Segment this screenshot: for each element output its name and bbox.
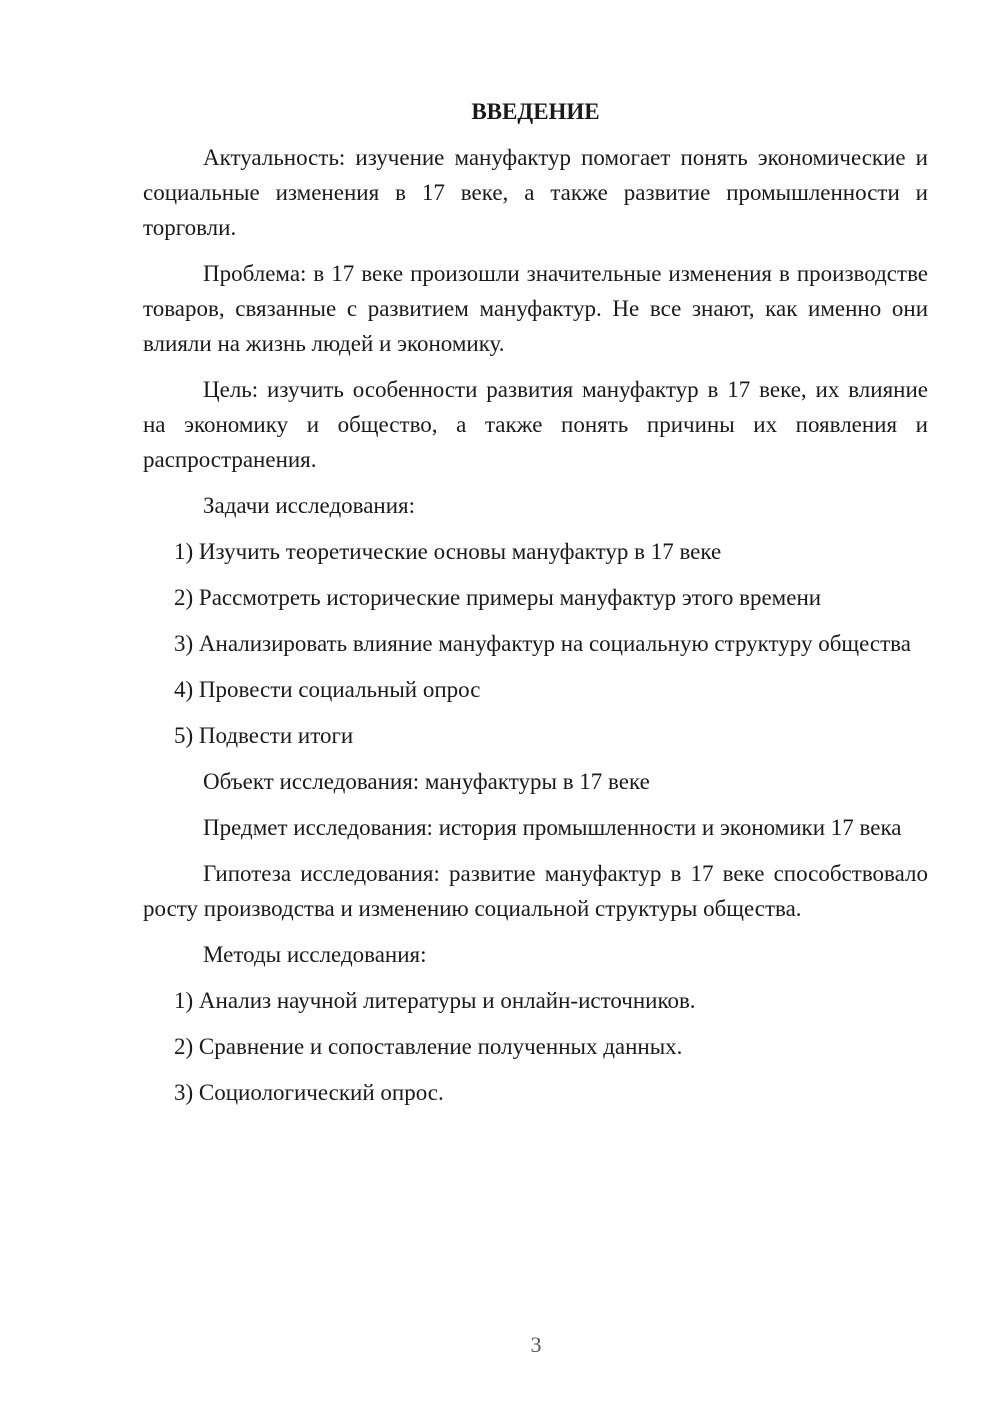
problem-paragraph: Проблема: в 17 веке произошли значительные изменения в производстве товаров, связанные с развитием мануфактур. Не все знают, как именно они влияли на жизнь людей и экономику. bbox=[143, 261, 928, 356]
method-item-3: 3) Социологический опрос. bbox=[174, 1080, 444, 1105]
goal-paragraph: Цель: изучить особенности развития мануфактур в 17 веке, их влияние на экономику и общество, а также понять причины их появления и распространения. bbox=[143, 377, 928, 472]
task-item-4: 4) Провести социальный опрос bbox=[174, 677, 481, 702]
research-object: Объект исследования: мануфактуры в 17 веке bbox=[203, 769, 650, 794]
section-title: ВВЕДЕНИЕ bbox=[471, 99, 600, 124]
task-item-2: 2) Рассмотреть исторические примеры мануфактур этого времени bbox=[174, 585, 822, 610]
relevance-paragraph: Актуальность: изучение мануфактур помогает понять экономические и социальные изменения в 17 веке, а также развитие промышленности и торговли. bbox=[143, 145, 928, 240]
research-hypothesis: Гипотеза исследования: развитие мануфактур в 17 веке способствовало росту производства и изменению социальной структуры общества. bbox=[143, 861, 928, 921]
method-item-1: 1) Анализ научной литературы и онлайн-источников. bbox=[174, 988, 696, 1013]
tasks-heading: Задачи исследования: bbox=[203, 493, 416, 518]
methods-heading: Методы исследования: bbox=[203, 942, 427, 967]
task-item-5: 5) Подвести итоги bbox=[174, 723, 354, 748]
task-item-1: 1) Изучить теоретические основы мануфактур в 17 веке bbox=[174, 539, 722, 564]
task-item-3: 3) Анализировать влияние мануфактур на социальную структуру общества bbox=[174, 631, 911, 656]
page-number: 3 bbox=[530, 1332, 542, 1357]
document-page bbox=[143, 94, 928, 1121]
research-subject: Предмет исследования: история промышленности и экономики 17 века bbox=[203, 815, 902, 840]
method-item-2: 2) Сравнение и сопоставление полученных данных. bbox=[174, 1034, 683, 1059]
